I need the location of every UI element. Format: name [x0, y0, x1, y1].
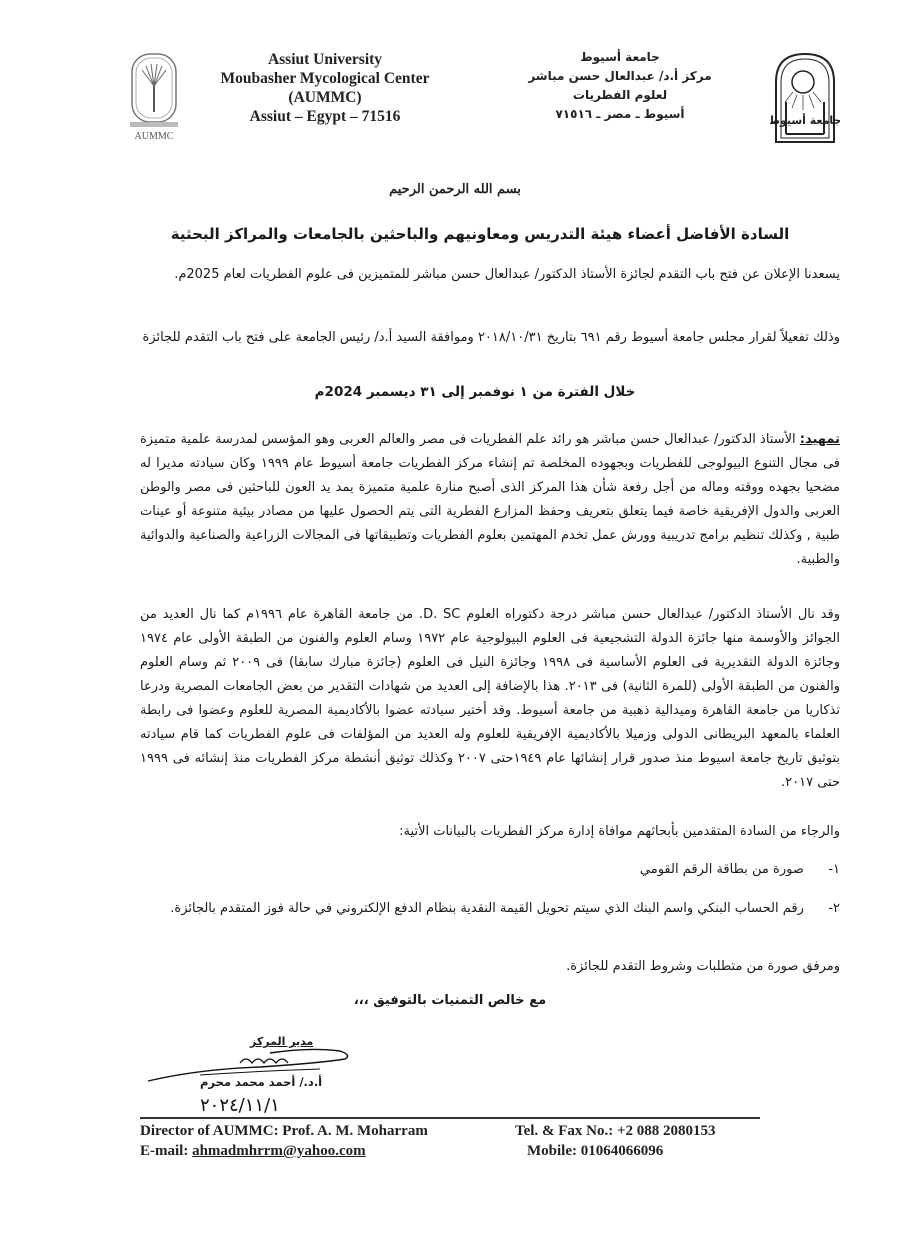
tel-fax: Tel. & Fax No.: +2 088 2080153	[515, 1123, 716, 1139]
university-name-en: Assiut University	[267, 51, 383, 68]
signatory-name: أ.د./ أحمد محمد محرم	[200, 1075, 323, 1089]
svg-text:AUMMC: AUMMC	[134, 131, 174, 142]
email-line	[140, 1141, 428, 1161]
fungus-emblem-icon	[126, 52, 182, 142]
center-name-en: Moubasher Mycological Center	[220, 70, 430, 87]
center-name-ar: مركز أ.د/ عبدالعال حسن مباشر	[528, 69, 712, 83]
attachment-paragraph: ومرفق صورة من متطلبات وشروط التقدم للجائزة.	[566, 959, 840, 974]
english-letterhead	[200, 50, 450, 126]
signatory-title: مدير المركز	[250, 1035, 314, 1048]
email-label: E-mail:	[140, 1143, 193, 1159]
requirement-text: رقم الحساب البنكي واسم البنك الذي سيتم تحويل القيمة النقدية بنظام الدفع الإلكتروني في حالة فوز المتقدم بالجائزة.	[170, 901, 804, 916]
signature-date: ٢٠٢٤/١١/١	[200, 1095, 280, 1116]
requirement-number: ١-	[828, 862, 840, 877]
footer-director-contact	[140, 1121, 428, 1161]
closing-line: مع خالص التمنيات بالتوفيق ،،،	[353, 993, 547, 1008]
footer-divider	[140, 1117, 760, 1119]
requirement-item-2	[140, 897, 840, 921]
mobile-number: Mobile: 01064066096	[527, 1143, 664, 1159]
application-period: خلال الفترة من ١ نوفمبر إلى ٣١ ديسمبر 2024م	[314, 384, 636, 400]
request-paragraph: والرجاء من السادة المتقدمين بأبحاثهم موافاة إدارة مركز الفطريات بالبيانات الأتية:	[399, 824, 840, 839]
signature-block	[140, 1035, 370, 1125]
address-ar: أسيوط ـ مصر ـ ٧١٥١٦	[555, 107, 685, 121]
announcement-paragraph: يسعدنا الإعلان عن فتح باب التقدم لجائزة الأستاذ الدكتور/ عبدالعال حسن مباشر للمتميزين فى علوم الفطريات لعام 2025م.	[174, 267, 840, 282]
activation-paragraph: وذلك تفعيلاً لقرار مجلس جامعة أسيوط رقم ٦٩١ بتاريخ ٢٠١٨/١٠/٣١ وموافقة السيد أ.د/ رئيس الجامعة على فتح باب التقدم للجائزة	[142, 330, 840, 345]
requirement-item-1	[140, 858, 840, 882]
address-en: Assiut – Egypt – 71516	[249, 108, 401, 125]
introduction-paragraph	[140, 428, 840, 572]
svg-text:جامعة أسيوط: جامعة أسيوط	[770, 114, 840, 127]
center-subtitle-ar: لعلوم الفطريات	[572, 88, 668, 102]
director-label: Director of AUMMC: Prof. A. M. Moharram	[140, 1123, 428, 1139]
achievements-paragraph: وقد نال الأستاذ الدكتور/ عبدالعال حسن مباشر درجة دكتوراه العلوم D. SC. من جامعة القاهرة عام ١٩٩٦م كما نال العديد من الجوائز والأوسمة منها جائزة الدولة التشجيعية فى العلوم البيولوجية عام ١٩٧٢ وسام العلوم والفنون من الطبقة الأولى عام ١٩٧٤ وجائزة الدولة التقديرية فى العلوم الأساسية فى ١٩٩٨ وجائزة النيل فى العلوم (جائزة مبارك سابقا) فى ٢٠٠٩ ثم وسام العلوم والفنون من الطبقة الأولى (للمرة الثانية) فى ٢٠١٣. هذا بالإضافة إلى العديد من شهادات التقدير من بعض الجامعات المصرية ودرعا تذكاريا من جامعة القاهرة وميدالية ذهبية من جامعة أسيوط. وقد أختير سيادته عضوا بالأكاديمية المصرية للعلوم وعضوا فى رابطة العلماء بالمعهد البريطانى الدولى وزميلا بالأكاديمية الإفريقية للعلوم وله العديد من المؤلفات فى علوم الفطريات كما قام سيادته بتوثيق تاريخ جامعة اسيوط منذ صدور قرار إنشائها عام ١٩٤٩حتى ٢٠٠٧ وكذلك توثيق أنشطة مركز الفطريات منذ إنشائه فى ١٩٩٩ حتى ٢٠١٧.	[140, 607, 841, 790]
introduction-label: تمهيد:	[799, 432, 840, 447]
center-abbrev: (AUMMC)	[288, 89, 362, 106]
email-link[interactable]: ahmadmhrrm@yahoo.com	[192, 1143, 366, 1159]
basmala: بسم الله الرحمن الرحيم	[389, 182, 521, 197]
footer-phone-contact	[515, 1121, 716, 1161]
arabic-letterhead	[520, 48, 720, 124]
university-name-ar: جامعة أسيوط	[580, 50, 660, 64]
requirement-text: صورة من بطاقة الرقم القومي	[639, 862, 804, 877]
university-emblem-icon	[770, 50, 840, 145]
requirement-number: ٢-	[828, 901, 840, 916]
salutation-heading: السادة الأفاضل أعضاء هيئة التدريس ومعاونيهم والباحثين بالجامعات والمراكز البحثية	[170, 225, 790, 243]
introduction-text: الأستاذ الدكتور/ عبدالعال حسن مباشر هو رائد علم الفطريات فى مصر والعالم العربى وهو المؤسس لمدرسة علمية متميزة فى مجال التنوع البيولوجى للفطريات وبجهوده المخلصة تم إنشاء مركز الفطريات جامعة أسيوط عام ١٩٩٩ وكان سيادته مديرا له مضحيا بجهده ووقته وماله من أجل رفعة شأن هذا المركز الذى أصبح منارة علمية متميزة يمد يد العون للباحثين فى مصر والوطن العربى والدول الإفريقية خاصة فيما يتعلق بتعريف وحفظ المزارع الفطرية التى يتم الحصول عليها من مصادر بيئية متنوعة أو عينات طبية , وكذلك تنظيم برامج تدريبية وورش عمل تخدم المهتمين بعلوم الفطريات وتطبيقاتها فى المجالات الزراعية والصناعية والدوائية والطبية.	[140, 432, 841, 567]
assiut-university-logo	[770, 50, 840, 145]
aummc-logo	[126, 52, 182, 142]
